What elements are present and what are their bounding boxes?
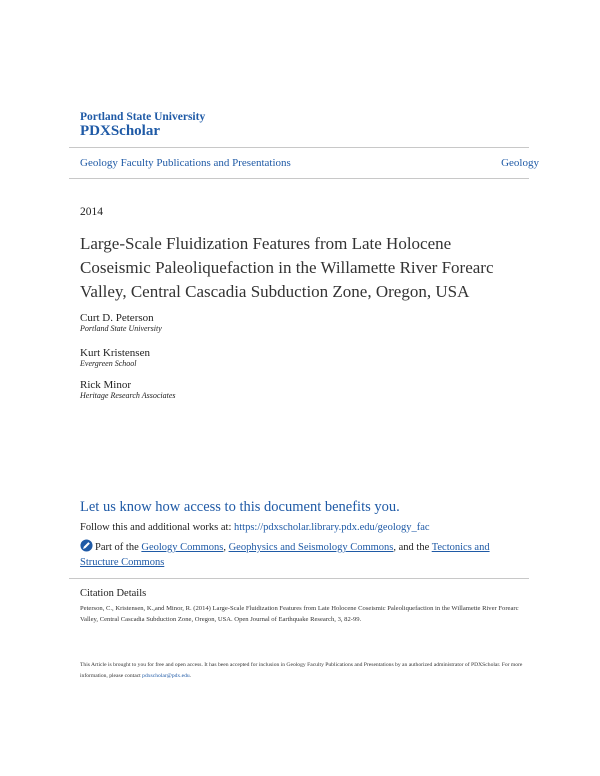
- author-name: Curt D. Peterson: [80, 312, 154, 324]
- part-of-prefix: Part of the: [95, 542, 142, 553]
- author-affiliation: Portland State University: [80, 324, 162, 333]
- contact-email-link[interactable]: pdxscholar@pdx.edu: [142, 673, 190, 679]
- open-access-icon: [80, 539, 93, 552]
- publication-year: 2014: [80, 206, 103, 218]
- author-affiliation: Evergreen School: [80, 359, 137, 368]
- follow-line: [80, 522, 430, 533]
- author-affiliation: Heritage Research Associates: [80, 391, 176, 400]
- tectonics-commons-link[interactable]: Tectonics and Structure Commons: [80, 542, 490, 568]
- author-block: [80, 379, 176, 400]
- footer-notice: [80, 660, 530, 682]
- author-name: Kurt Kristensen: [80, 347, 150, 359]
- collection-link[interactable]: Geology Faculty Publications and Presentations: [80, 157, 291, 169]
- author-name: Rick Minor: [80, 379, 132, 391]
- department-link[interactable]: Geology: [501, 157, 539, 169]
- institution-name: Portland State University: [80, 111, 206, 123]
- separator: , and the: [393, 542, 432, 553]
- separator: ,: [223, 542, 229, 553]
- citation-text: Peterson, C., Kristensen, K.,and Minor, R. (2014) Large-Scale Fluidization Features from Late Holocene Coseismic Paleoliquefaction in the Willamette River Forearc Valley, Central Cascadia Subduction Zone, Oregon, USA. Open Journal of Earthquake Research, 3, 82-99.: [80, 605, 519, 623]
- article-title: Large-Scale Fluidization Features from Late Holocene Coseismic Paleoliquefaction in the Willamette River Forearc Valley, Central Cascadia Subduction Zone, Oregon, USA: [80, 234, 494, 301]
- footer-end: .: [189, 673, 192, 679]
- footer-text: This Article is brought to you for free and open access. It has been accepted for inclusion in Geology Faculty Publications and Presentations by an authorized administrator of PDXScholar. For more information, please contact: [80, 662, 523, 679]
- author-block: [80, 312, 162, 333]
- repository-name[interactable]: PDXScholar: [80, 123, 160, 139]
- citation-divider: [69, 578, 529, 579]
- disciplines-line: [80, 539, 525, 570]
- top-divider: [69, 147, 529, 148]
- author-block: [80, 347, 150, 368]
- geophysics-commons-link[interactable]: Geophysics and Seismology Commons: [228, 542, 394, 553]
- follow-text: Follow this and additional works at:: [80, 522, 234, 533]
- feedback-link[interactable]: Let us know how access to this document benefits you.: [80, 499, 400, 515]
- geology-commons-link[interactable]: Geology Commons: [141, 542, 224, 553]
- citation-heading: Citation Details: [80, 588, 147, 599]
- nav-divider: [69, 178, 529, 179]
- collection-url-link[interactable]: https://pdxscholar.library.pdx.edu/geology_fac: [234, 522, 430, 533]
